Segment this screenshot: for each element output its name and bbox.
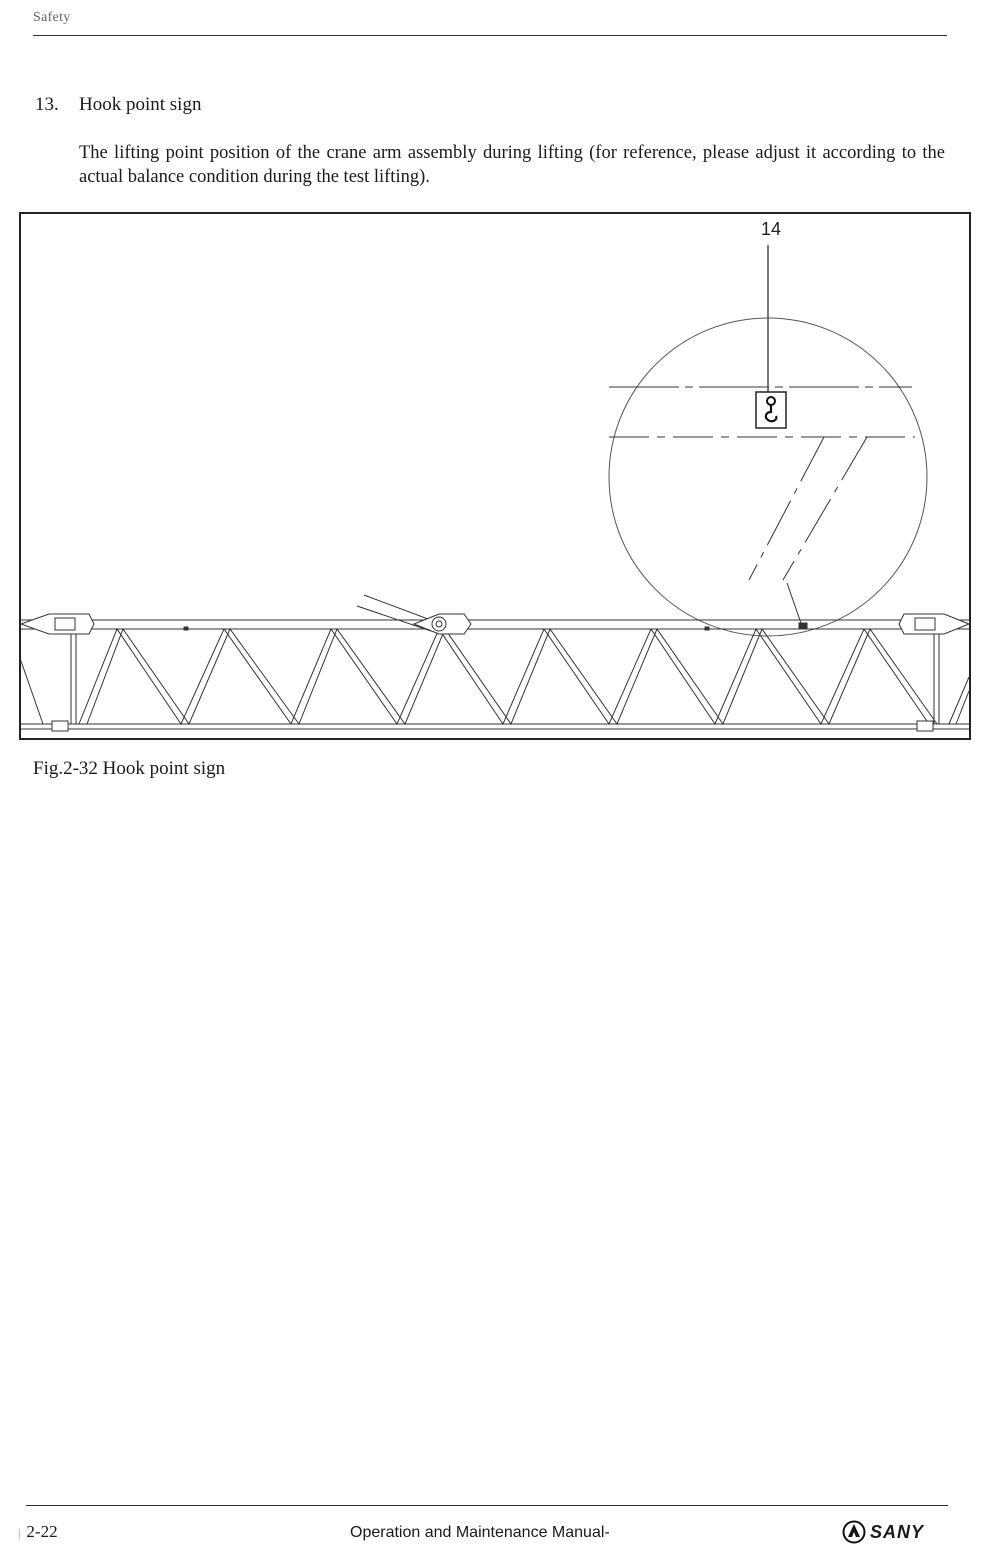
section-description: The lifting point position of the crane arm assembly during lifting (for reference, please adjust it according to the actual balance condition during the test lifting). [79,143,945,187]
page-tick-mark: | [18,1526,21,1540]
header-rule [33,35,947,36]
callout-number: 14 [760,219,782,239]
footer-rule [26,1505,948,1506]
brand-name: SANY [870,1521,925,1542]
figure-frame [20,213,970,739]
figure-caption: Fig.2-32 Hook point sign [33,758,226,779]
hook-point-figure [19,211,971,741]
page-number [18,1522,58,1542]
section-heading [35,94,201,116]
running-header-section: Safety [33,10,71,25]
section-number: 13. [35,94,59,115]
crane-arm-drawing [19,211,971,741]
section-title: Hook point sign [79,94,202,115]
brand-logo [842,1518,924,1546]
sany-logo-icon [842,1520,866,1544]
page-number-text: 2-22 [26,1522,58,1541]
manual-title: Operation and Maintenance Manual- [350,1524,610,1541]
